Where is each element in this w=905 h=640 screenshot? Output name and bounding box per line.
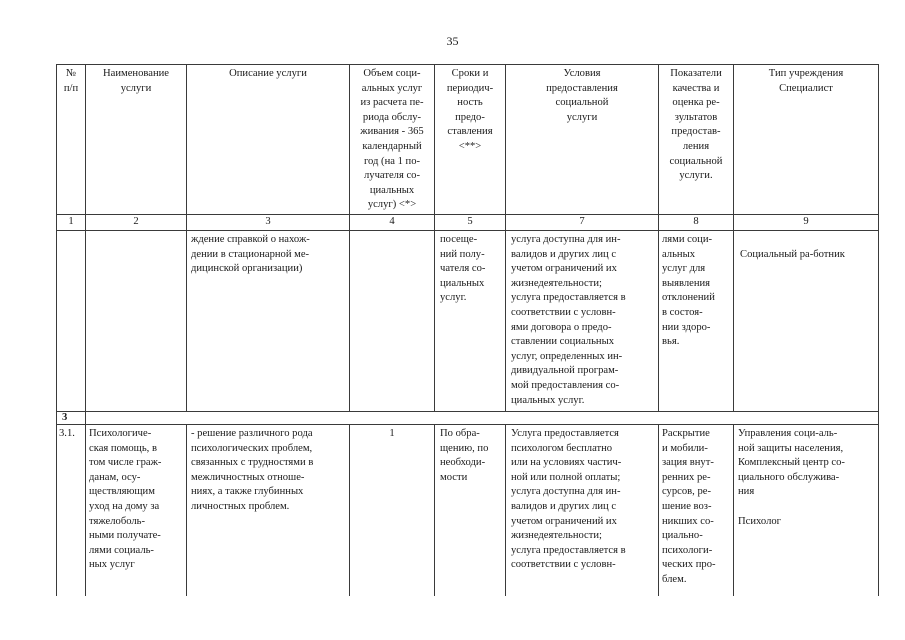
rule-section-bottom [56, 424, 879, 425]
section-num: 3 [62, 412, 68, 423]
rule-colnum-bottom [56, 230, 879, 231]
header-name: Наименование услуги [103, 68, 169, 94]
rule-col-7 [733, 64, 734, 411]
rule-top [56, 64, 879, 65]
colnum-4: 4 [389, 216, 395, 227]
colnum-3: 3 [265, 216, 271, 227]
row-3-1-conditions: Услуга предоставляется психологом бесплатно или на условиях частич- ной или полной оплаты; услуга доступна для ин- валидов и других лиц с учетом ограничений их жизнедеятельности; услуга предоставляется в соответствии с условн- [511, 428, 626, 571]
header-description: Описание услуги [229, 68, 307, 79]
colnum-8: 8 [693, 216, 699, 227]
colnum-5: 5 [467, 216, 473, 227]
cont-description: ждение справкой о нахож- дении в стационарной ме- дицинской организации) [191, 234, 310, 275]
colnum-9: 9 [803, 216, 809, 227]
rule-col-7b [733, 424, 734, 596]
row-3-1-volume: 1 [389, 428, 395, 439]
rule-col-2 [186, 64, 187, 411]
rule-col-6b [658, 424, 659, 596]
rule-col-0 [56, 64, 57, 596]
rule-col-5b [505, 424, 506, 596]
header-indicators: Показатели качества и оценка ре- зультатов предостав- ления социальной услуги. [669, 68, 723, 182]
cont-indicators: лями соци- альных услуг для выявления отклонений в состоя- нии здоро- вья. [662, 234, 715, 348]
rule-col-1 [85, 64, 86, 596]
header-num: № п/п [63, 68, 79, 94]
cont-terms: посеще- ний полу- чателя со- циальных услуг. [440, 234, 486, 304]
row-3-1-name: Психологиче- ская помощь, в том числе граж- данам, осу- ществляющим уход на дому за тяжелоболь- ными получате- лями социаль- ных услуг [89, 428, 162, 571]
header-volume: Объем соци- альных услуг из расчета пе- риода обслу- живания - 365 календарный год (на 1 по- лучателя со- циальных услуг) <*> [360, 68, 424, 211]
rule-continuation-bottom [56, 411, 879, 412]
row-3-1-num: 3.1. [59, 428, 75, 439]
colnum-7: 7 [579, 216, 585, 227]
header-terms: Сроки и периодич- ность предо- ставления <**> [446, 68, 494, 152]
header-institution: Тип учреждения Специалист [768, 68, 844, 94]
row-3-1-description: - решение различного рода психологических проблем, связанных с трудностями в межличностных отноше- ниях, а также глубинных личностных проблем. [191, 428, 314, 512]
header-conditions: Условия предоставления социальной услуги [546, 68, 618, 123]
cont-conditions: услуга доступна для ин- валидов и других лиц с учетом ограничений их жизнедеятельности; услуга предоставляется в соответствии с условн- ями договора о предо- ставлении социальных услуг, определенных ин- дивидуальной програм- мой предоставления со- циальных услуг. [511, 234, 626, 406]
rule-col-2b [186, 424, 187, 596]
page-number: 35 [446, 34, 459, 48]
rule-col-4b [434, 424, 435, 596]
cont-institution: Социальный ра-ботник [740, 249, 845, 260]
rule-col-3b [349, 424, 350, 596]
rule-col-8 [878, 64, 879, 596]
colnum-1: 1 [68, 216, 74, 227]
row-3-1-terms: По обра- щению, по необходи- мости [440, 428, 489, 483]
colnum-2: 2 [133, 216, 139, 227]
row-3-1-indicators: Раскрытие и мобили- зация внут- ренних ре- сурсов, ре- шение воз- никших со- циально- психологи- ческих про- блем. [662, 428, 716, 585]
row-3-1-institution: Управления соци-аль- ной защиты населения, Комплексный центр со- циального обслужива- ния Психолог [738, 428, 845, 527]
